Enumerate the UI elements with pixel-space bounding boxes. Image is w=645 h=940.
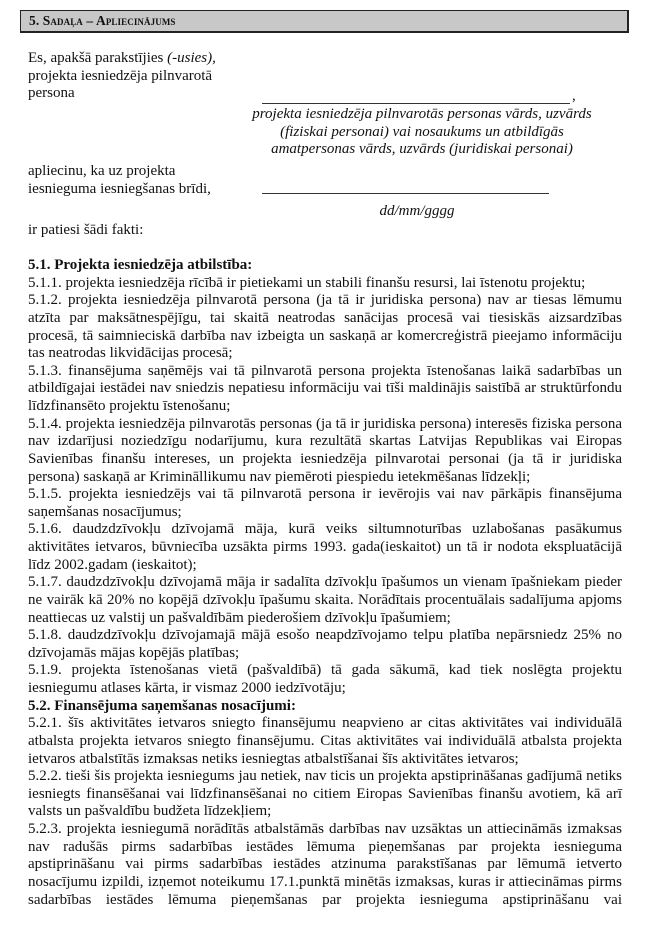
clause: 5.1.8. daudzdzīvokļu dzīvojamajā mājā esošo neapdzīvojamo telpu platība nepārsniedz 25% no dzīvojamās mājas kopējās platības; — [28, 627, 622, 661]
section-heading-5-1: 5.1. Projekta iesniedzēja atbilstība: — [28, 257, 253, 273]
facts-intro: ir patiesi šādi fakti: — [28, 222, 144, 238]
clause: 5.2.3. projekta iesniegumā norādītās atbalstāmās darbības nav uzsāktas un attiecināmās izmaksas nav radušās pirms sadarbības iestādes lēmuma pieņemšanas par projekta iesnieguma apstiprināšanu vai pirms sadarbības iestādes atzinuma parakstīšanas par lēmumā ietverto nosacījumu izpildi, izņemot noteikumu 17.1.punktā minētās izmaksas, kuras ir attiecināmas pirms sadarbības iestādes lēmuma pieņemšanas par projekta iesnieguma apstiprināšanu vai — [28, 821, 622, 908]
section-header — [20, 10, 629, 33]
section-heading-5-2: 5.2. Finansējuma saņemšanas nosacījumi: — [28, 697, 296, 714]
intro-confirm — [28, 163, 258, 198]
section-title: 5. Sadaļa – Apliecinājums — [29, 13, 176, 28]
clause: 5.1.3. finansējuma saņēmējs vai tā pilnvarotā persona projekta īstenošanas laikā sadarbības un atbildīgajai iestādei nav sniedzis nepatiesu informāciju vai tīši maldinājis saistībā ar struktūrfondu līdzfinansēto projektu īstenošanu; — [28, 362, 622, 414]
confirm-line-2: iesnieguma iesniegšanas brīdi, — [28, 180, 211, 197]
declaration-body — [28, 257, 622, 909]
clause: 5.1.2. projekta iesniedzēja pilnvarotā persona (ja tā ir juridiska persona) nav ar tiesas lēmumu atzīta par maksātnespējīgu, tai skaitā neatrodas sanācijas procesā vai tiesiskās aizsardzības procesā, tā saimnieciskā darbība nav izbeigta un saskaņā ar komercreģistrā pieejamo informāciju tas neatrodas likvidācijas procesā; — [28, 292, 622, 362]
name-comma: , — [572, 88, 576, 104]
date-line[interactable] — [262, 193, 549, 194]
intro-line-1: Es, apakšā parakstījies — [28, 50, 168, 66]
name-signature-line[interactable] — [262, 103, 570, 104]
intro-line-1-italic: (-usies), — [167, 50, 216, 66]
clause: 5.1.1. projekta iesniedzēja rīcībā ir pietiekami un stabili finanšu resursi, lai īstenotu projektu; — [28, 274, 586, 291]
intro-line-3: persona — [28, 85, 75, 101]
intro-line-2: projekta iesniedzēja pilnvarotā — [28, 67, 213, 84]
date-caption: dd/mm/gggg — [379, 203, 455, 219]
intro-declarant — [28, 50, 258, 103]
confirm-line-1: apliecinu, ka uz projekta — [28, 163, 176, 179]
clause: 5.1.6. daudzdzīvokļu dzīvojamā māja, kurā veiks siltumnoturības uzlabošanas pasākumus aktivitātes ietvaros, būvniecība uzsākta pirms 1993. gada(ieskaitot) un tā ir nodota ekspluatācijā līdz 2002.gadam (ieskaitot); — [28, 521, 622, 573]
clause: 5.1.5. projekta iesniedzējs vai tā pilnvarotā persona ir ievērojis vai nav pārkāpis finansējuma saņemšanas nosacījumus; — [28, 486, 622, 520]
clause: 5.1.4. projekta iesniedzēja pilnvarotās personas (ja tā ir juridiska persona) interesēs fiziska persona nav izdarījusi noziedzīgu nodarījumu, kura rezultātā skartas Latvijas Republikas vai Eiropas Savienības finanšu intereses, un projekta iesniedzēja pilnvarotai personai (ja tā ir juridiska persona) saskaņā ar Krimināllikumu nav piemēroti piespiedu ietekmēšanas līdzekļi; — [28, 415, 622, 485]
clause: 5.1.7. daudzdzīvokļu dzīvojamā māja ir sadalīta dzīvokļu īpašumos un vienam īpašniekam pieder ne vairāk kā 20% no kopējā dzīvokļu īpašumu skaita. Norādītais procentuālais sadalījuma apjoms neattiecas uz valstij un pašvaldībām piederošiem dzīvokļu īpašumiem; — [28, 574, 622, 626]
clause: 5.1.9. projekta īstenošanas vietā (pašvaldībā) tā gada sākumā, kad tiek noslēgta projektu iesniegumu atlases kārta, ir vismaz 2000 iedzīvotāju; — [28, 662, 622, 696]
name-caption: projekta iesniedzēja pilnvarotās personas vārds, uzvārds (fiziskai personai) vai nosaukums un atbildīgās amatpersonas vārds, uzvārds (juridiskai personai) — [252, 106, 592, 157]
clause: 5.2.1. šīs aktivitātes ietvaros sniegto finansējumu neapvieno ar citas aktivitātes vai individuālā atbalsta projekta ietvaros sniegto finansējumu. Citas aktivitātes vai individuālā atbalsta projekta ietvaros atbalstītās izmaksas netiks iesniegtas atbalstīšanai šīs aktivitātes ietvaros; — [28, 715, 622, 767]
clause: 5.2.2. tieši šis projekta iesniegums jau netiek, nav ticis un projekta apstiprināšanas gadījumā netiks iesniegts finansēšanai vai līdzfinansēšanai no citiem Eiropas Savienības finanšu avotiem, kā arī valsts un pašvaldību budžeta līdzekļiem; — [28, 768, 622, 820]
